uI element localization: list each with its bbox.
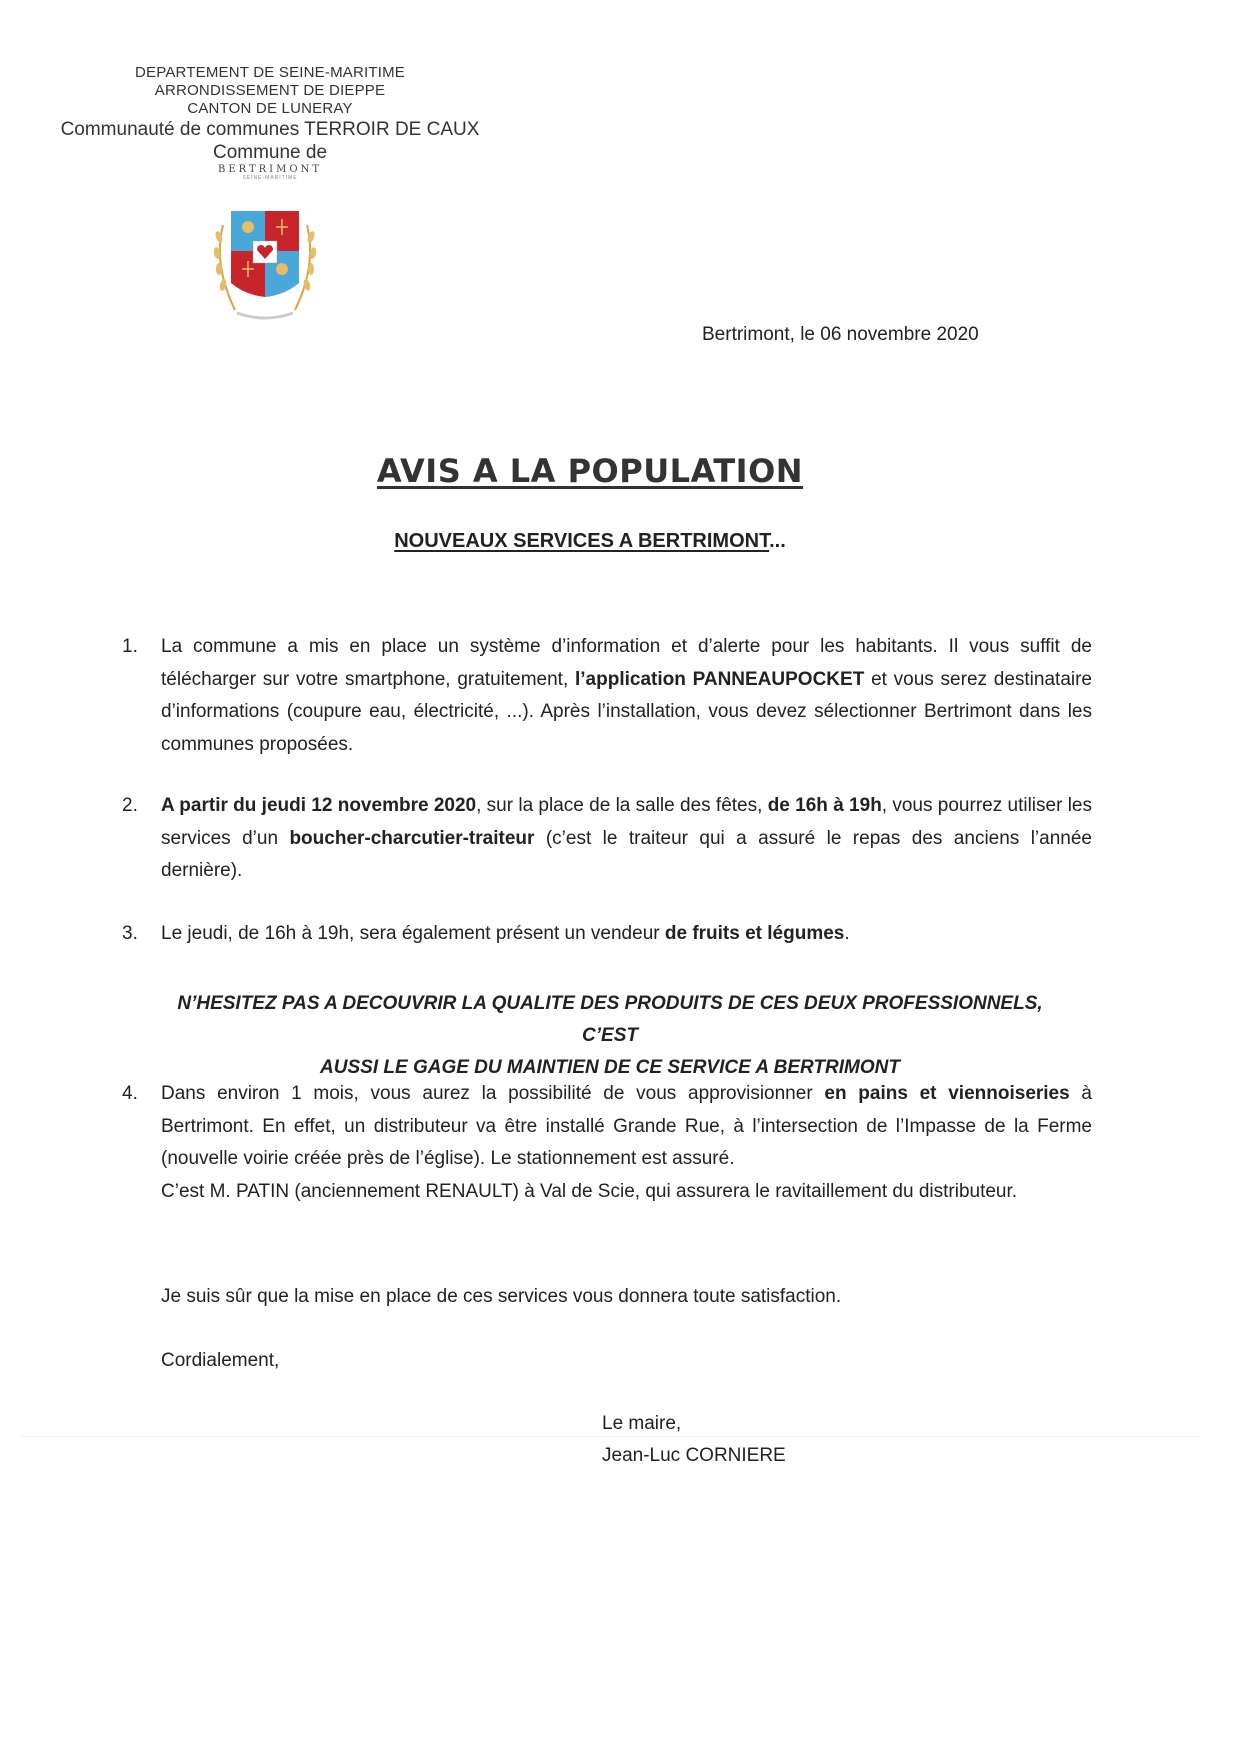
header-commune-name: BERTRIMONT bbox=[217, 164, 322, 175]
text-bold-run: en pains et viennoiseries bbox=[824, 1083, 1070, 1104]
commune-coat-of-arms-icon bbox=[205, 205, 325, 335]
signature-name: Jean-Luc CORNIERE bbox=[602, 1445, 786, 1466]
text-run: , vous pourrez utiliser les services d’un bbox=[161, 795, 1092, 849]
list-item-text bbox=[161, 631, 1092, 761]
list-item-text bbox=[161, 1078, 1092, 1208]
callout-line: AUSSI LE GAGE DU MAINTIEN DE CE SERVICE A BERTRIMONT bbox=[320, 1057, 900, 1078]
text-run: La commune a mis en place un système d’information et d’alerte pour les habitants. Il vous suffit de télécharger sur votre smartphone, gratuitement, bbox=[161, 636, 1092, 690]
list-item-number: 3. bbox=[122, 923, 138, 944]
signature-block bbox=[602, 1408, 786, 1472]
text-run: Le jeudi, de 16h à 19h, sera également présent un vendeur bbox=[161, 923, 665, 944]
text-run: , sur la place de la salle des fêtes, bbox=[476, 795, 768, 816]
signature-role: Le maire, bbox=[602, 1413, 682, 1434]
text-run: et vous serez destinataire d’informations (coupure eau, électricité, ...). Après l’installation, vous devez sélectionner Bertrimont dans les communes proposées. bbox=[161, 668, 1093, 755]
text-bold-run: boucher-charcutier-traiteur bbox=[289, 827, 535, 849]
text-run: Dans environ 1 mois, vous aurez la possibilité de vous approvisionner bbox=[161, 1083, 825, 1104]
text-run: (c’est le traiteur qui a assuré le repas des anciens l’année dernière). bbox=[161, 827, 1092, 881]
callout-line: N’HESITEZ PAS A DECOUVRIR LA QUALITE DES PRODUITS DE CES DEUX PROFESSIONNELS, C’EST bbox=[177, 993, 1043, 1046]
notice-subtitle bbox=[0, 530, 1180, 553]
text-bold-run: de fruits et légumes bbox=[664, 923, 845, 944]
notice-subtitle-ellipsis: ... bbox=[769, 530, 786, 552]
text-run: C’est M. PATIN (anciennement RENAULT) à Val de Scie, qui assurera le ravitaillement du distributeur. bbox=[161, 1180, 1018, 1202]
list-item-number: 2. bbox=[122, 795, 138, 816]
header-canton: CANTON DE LUNERAY bbox=[187, 100, 353, 117]
text-bold-run: de 16h à 19h bbox=[767, 795, 882, 816]
header-department: DEPARTEMENT DE SEINE-MARITIME bbox=[135, 64, 405, 81]
header-commune-subtitle: SEINE-MARITIME bbox=[242, 175, 298, 181]
header-arrondissement: ARRONDISSEMENT DE DIEPPE bbox=[154, 82, 386, 99]
letterhead bbox=[40, 64, 500, 181]
header-commune-label: Commune de bbox=[212, 142, 328, 163]
greeting: Cordialement, bbox=[161, 1350, 280, 1371]
text-run: à Bertrimont. En effet, un distributeur va être installé Grande Rue, à l’intersection de l’Impasse de la Ferme (nouvelle voirie créée près de l’église). Le stationnement est assuré. bbox=[161, 1083, 1092, 1169]
text-bold-run: l’application PANNEAUPOCKET bbox=[574, 668, 865, 690]
notice-title: AVIS A LA POPULATION bbox=[376, 452, 804, 490]
text-run: . bbox=[844, 923, 850, 944]
letter-date: Bertrimont, le 06 novembre 2020 bbox=[702, 324, 979, 345]
list-item-number: 1. bbox=[122, 636, 138, 657]
text-bold-run: A partir du jeudi 12 novembre 2020 bbox=[161, 795, 477, 816]
notice-callout bbox=[150, 988, 1070, 1084]
list-item-text bbox=[161, 790, 1092, 888]
header-community: Communauté de communes TERROIR DE CAUX bbox=[60, 119, 480, 140]
list-item-text bbox=[161, 918, 1092, 951]
notice-subtitle-main: NOUVEAUX SERVICES A BERTRIMONT bbox=[394, 530, 770, 552]
list-item-number: 4. bbox=[122, 1083, 138, 1104]
closing-sentence: Je suis sûr que la mise en place de ces services vous donnera toute satisfaction. bbox=[161, 1286, 842, 1307]
